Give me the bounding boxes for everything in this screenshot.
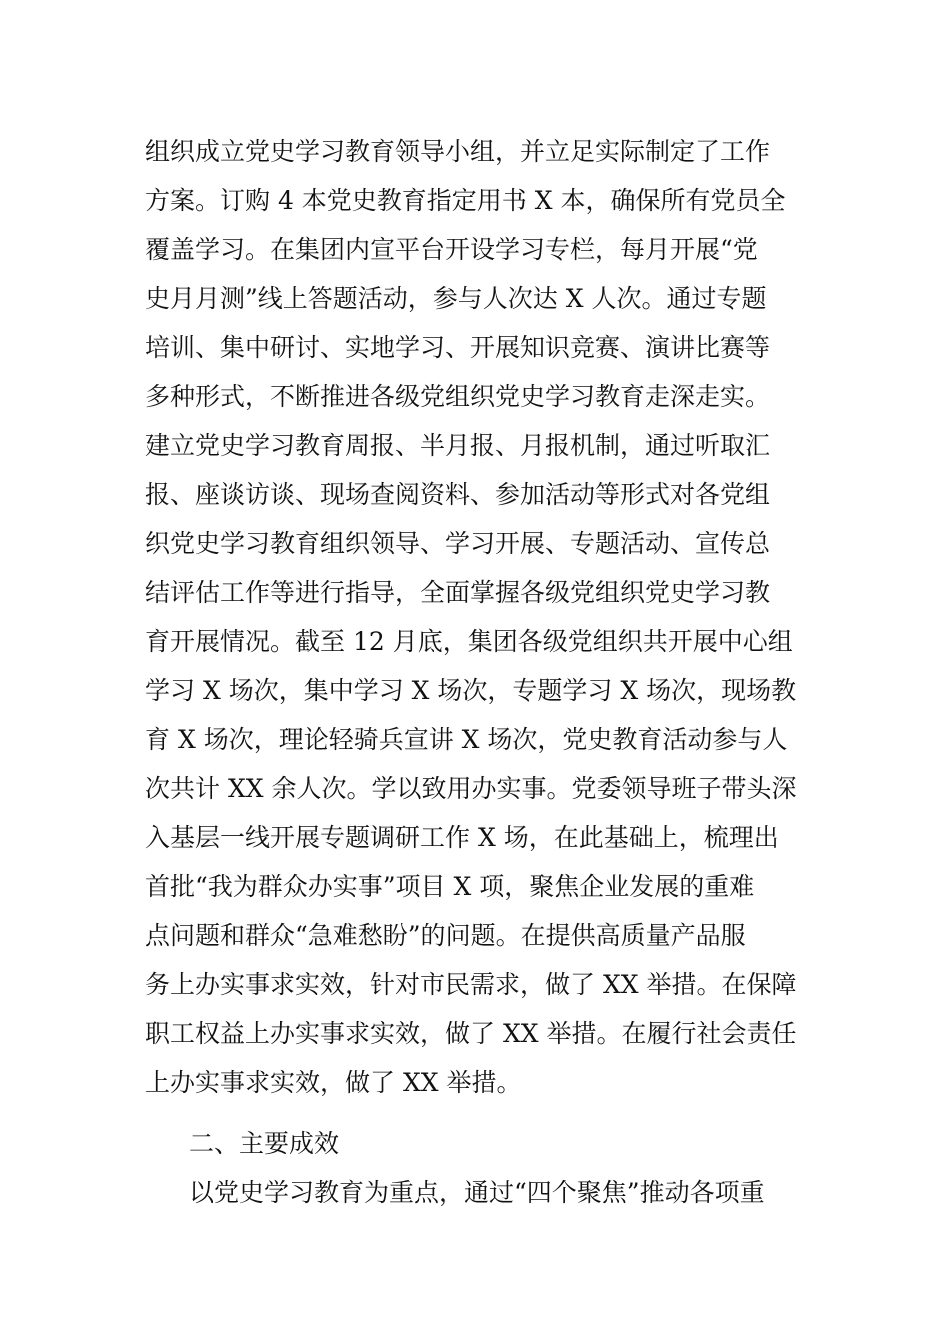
paragraph-line: 育开展情况。截至 12 月底，集团各级党组织共开展中心组	[145, 627, 793, 656]
paragraph-line: 上办实事求实效，做了 XX 举措。	[145, 1068, 522, 1097]
paragraph-line: 报、座谈访谈、现场查阅资料、参加活动等形式对各党组	[145, 480, 771, 509]
paragraph-line: 入基层一线开展专题调研工作 X 场，在此基础上，梳理出	[145, 823, 779, 852]
paragraph-line: 组织成立党史学习教育领导小组，并立足实际制定了工作	[145, 137, 771, 166]
paragraph-line: 多种形式，不断推进各级党组织党史学习教育走深走实。	[145, 382, 771, 411]
paragraph-line: 育 X 场次，理论轻骑兵宣讲 X 场次，党史教育活动参与人	[145, 725, 788, 754]
paragraph-line: 职工权益上办实事求实效，做了 XX 举措。在履行社会责任	[145, 1019, 797, 1048]
paragraph-line: 方案。订购 4 本党史教育指定用书 X 本，确保所有党员全	[145, 186, 786, 215]
paragraph-line: 学习 X 场次，集中学习 X 场次，专题学习 X 场次，现场教	[145, 676, 797, 705]
paragraph-line: 首批“我为群众办实事”项目 X 项，聚焦企业发展的重难	[145, 872, 755, 901]
paragraph-line: 务上办实事求实效，针对市民需求，做了 XX 举措。在保障	[145, 970, 797, 999]
paragraph-line: 覆盖学习。在集团内宣平台开设学习专栏，每月开展“党	[145, 235, 758, 264]
paragraph-line: 以党史学习教育为重点，通过“四个聚焦”推动各项重	[189, 1178, 765, 1207]
paragraph-line: 结评估工作等进行指导，全面掌握各级党组织党史学习教	[145, 578, 771, 607]
second-paragraph	[145, 1168, 815, 1217]
paragraph-line: 织党史学习教育组织领导、学习开展、专题活动、宣传总	[145, 529, 771, 558]
paragraph-line: 史月月测”线上答题活动，参与人次达 X 人次。通过专题	[145, 284, 767, 313]
paragraph-line: 次共计 XX 余人次。学以致用办实事。党委领导班子带头深	[145, 774, 797, 803]
body-paragraph	[145, 127, 815, 1107]
paragraph-line: 点问题和群众“急难愁盼”的问题。在提供高质量产品服	[145, 921, 746, 950]
section-heading: 二、主要成效	[189, 1129, 340, 1158]
section-heading-block	[145, 1119, 815, 1168]
paragraph-line: 培训、集中研讨、实地学习、开展知识竞赛、演讲比赛等	[145, 333, 771, 362]
paragraph-line: 建立党史学习教育周报、半月报、月报机制，通过听取汇	[145, 431, 771, 460]
